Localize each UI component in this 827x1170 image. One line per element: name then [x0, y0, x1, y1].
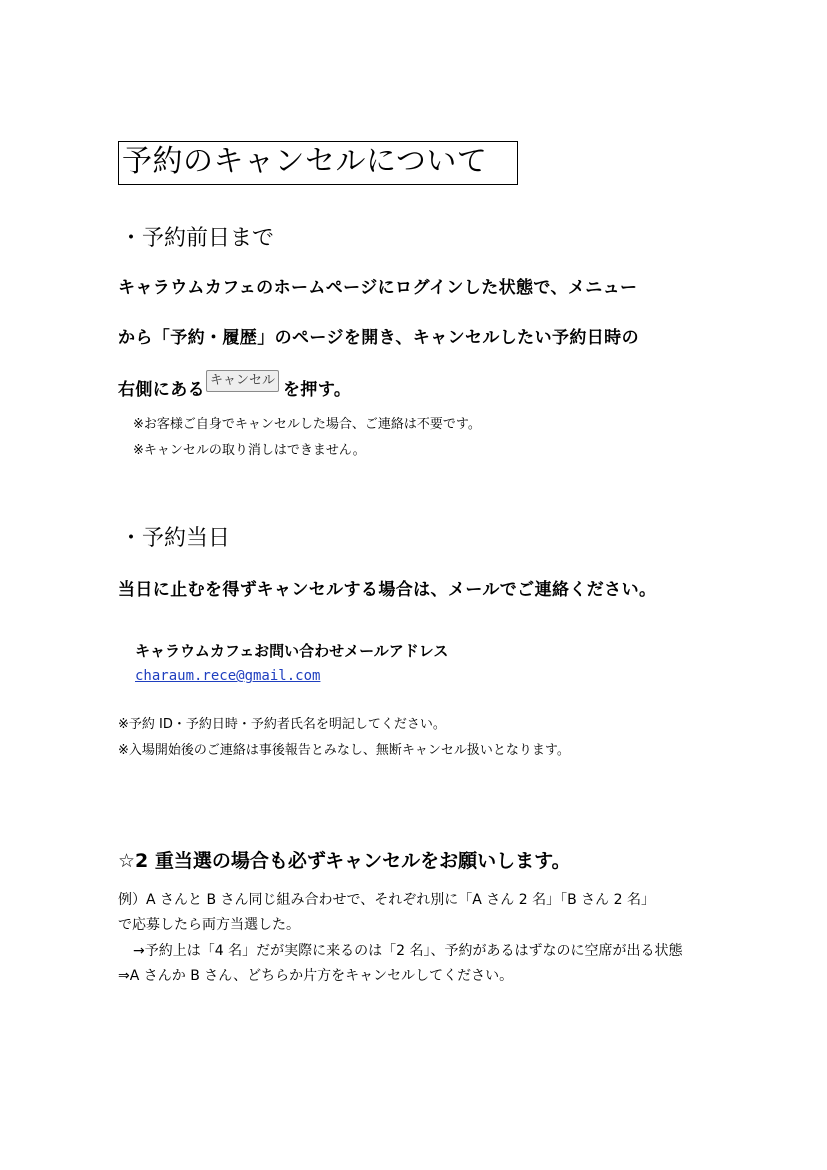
contact-title: キャラウムカフェお問い合わせメールアドレス [135, 642, 449, 660]
instruction-line-3 [118, 373, 352, 402]
instruction-line-3-after: を押す。 [283, 380, 352, 400]
example-line-1: 例）A さんと B さん同じ組み合わせで、それぞれ別に「A さん 2 名」「B さん 2 名」 [118, 892, 655, 908]
example-line-4: ⇒A さんか B さん、どちらか片方をキャンセルしてください。 [118, 968, 514, 984]
note-no-contact-needed: ※お客様ご自身でキャンセルした場合、ご連絡は不要です。 [133, 417, 481, 432]
cancel-button-image: キャンセル [206, 370, 279, 392]
instruction-line-2: から「予約・履歴」のページを開き、キャンセルしたい予約日時の [118, 328, 639, 348]
section-heading-same-day: ・予約当日 [120, 526, 231, 551]
note-late-contact: ※入場開始後のご連絡は事後報告とみなし、無断キャンセル扱いとなります。 [118, 743, 570, 758]
example-line-2: で応募したら両方当選した。 [118, 917, 300, 933]
section-heading-day-before: ・予約前日まで [120, 226, 275, 251]
note-include-details: ※予約 ID・予約日時・予約者氏名を明記してください。 [118, 717, 446, 732]
contact-email-link[interactable]: charaum.rece@gmail.com [135, 668, 321, 684]
instruction-line-1: キャラウムカフェのホームページにログインした状態で、メニュー [118, 278, 638, 298]
note-cannot-undo: ※キャンセルの取り消しはできません。 [133, 443, 366, 458]
double-win-heading: ☆2 重当選の場合も必ずキャンセルをお願いします。 [118, 850, 571, 872]
same-day-instruction: 当日に止むを得ずキャンセルする場合は、メールでご連絡ください。 [118, 580, 657, 600]
page-title: 予約のキャンセルについて [118, 141, 518, 185]
instruction-line-3-before: 右側にある [118, 380, 205, 400]
example-line-3: →予約上は「4 名」だが実際に来るのは「2 名」、予約があるはずなのに空席が出る状態 [133, 943, 683, 959]
